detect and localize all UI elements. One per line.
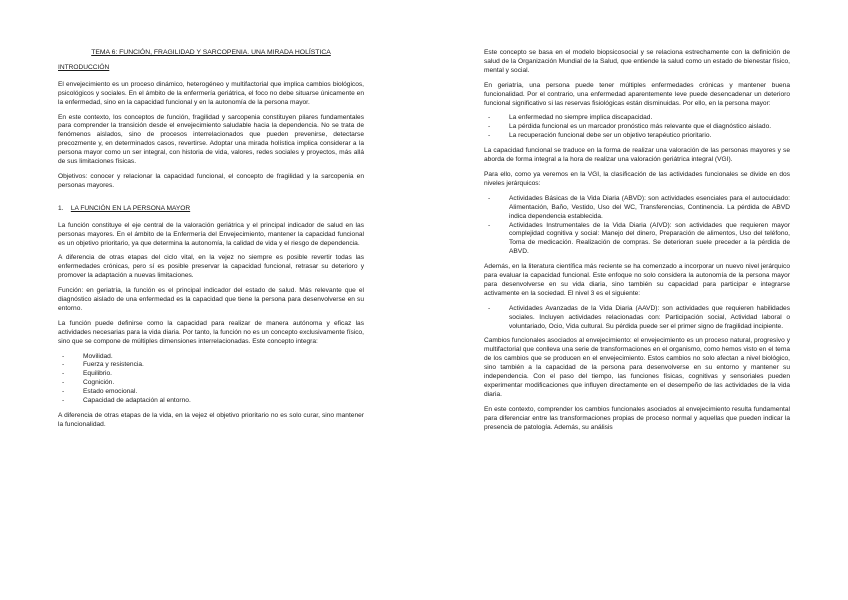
list-item: - Actividades Básicas de la Vida Diaria (ABVD): son actividades esenciales para el autocuidado: Alimentación, Baño, Vestido, Uso del WC, Transferencias, Continencia. La pérdida de ABVD indica dependencia establecida.	[484, 195, 790, 222]
list-item: - La recuperación funcional debe ser un objetivo terapéutico prioritario.	[484, 132, 790, 141]
list-item: - Fuerza y resistencia.	[58, 361, 364, 370]
paragraph: La función puede definirse como la capacidad para realizar de manera autónoma y eficaz las actividades necesarias para la vida diaria. Por tanto, la función no es un concepto exclusivamente físico, sino que se compone de múltiples dimensiones interrelacionadas. Este concepto integra:	[58, 319, 364, 345]
list-item: - Movilidad.	[58, 353, 364, 362]
paragraph: En geriatría, una persona puede tener múltiples enfermedades crónicas y mantener buena funcionalidad. Por el contrario, una enfermedad aparentemente leve puede desencadenar un deterioro funcional significativo si las reservas fisiológicas están disminuidas. Por ello, en la persona mayor:	[484, 81, 790, 107]
paragraph: Este concepto se basa en el modelo biopsicosocial y se relaciona estrechamente con la definición de salud de la Organización Mundial de la Salud, que entiende la salud como un estado de bienestar físico, mental y social.	[484, 49, 790, 74]
left-column	[58, 49, 364, 436]
intro-heading: INTRODUCCIÓN	[58, 63, 110, 71]
section-heading	[58, 205, 364, 214]
list-item: - Estado emocional.	[58, 388, 364, 397]
objectives-paragraph: Objetivos: conocer y relacionar la capacidad funcional, el concepto de fragilidad y la sarcopenia en personas mayores.	[58, 172, 364, 189]
paragraph: A diferencia de otras etapas de la vida, en la vejez el objetivo prioritario no es solo curar, sino mantener la funcionalidad.	[58, 412, 364, 428]
paragraph: En este contexto, los conceptos de función, fragilidad y sarcopenia constituyen pilares fundamentales para comprender la transición desde el envejecimiento saludable hacia la dependencia. No se trata de fenómenos aislados, sino de procesos interrelacionados que pueden prevenirse, detectarse precozmente y, en determinados casos, revertirse. Adoptar una mirada holística implica considerar a la persona mayor como un ser integral, con historia de vida, valores, redes sociales y proyectos, más allá de sus limitaciones físicas.	[58, 113, 364, 166]
list-item: - Equilibrio.	[58, 370, 364, 379]
paragraph: Para ello, como ya veremos en la VGI, la clasificación de las actividades funcionales se divide en dos niveles jerárquicos:	[484, 170, 790, 187]
list-item: - Cognición.	[58, 379, 364, 388]
geriatric-points-list	[484, 114, 790, 141]
section-title: LA FUNCIÓN EN LA PERSONA MAYOR	[70, 204, 191, 212]
activity-levels-list	[484, 195, 790, 257]
function-components-list	[58, 353, 364, 406]
section-number: 1.	[58, 204, 64, 212]
paragraph: La capacidad funcional se traduce en la forma de realizar una valoración de las personas mayores y se aborda de forma integral a la hora de realizar una valoración geriátrica integral (VGI).	[484, 147, 790, 164]
list-item: - La pérdida funcional es un marcador pronóstico más relevante que el diagnóstico aislado.	[484, 123, 790, 132]
paragraph: Cambios funcionales asociados al envejecimiento: el envejecimiento es un proceso natural, progresivo y multifactorial que conlleva una serie de transformaciones en el organismo, como hemos visto en el tema de los cambios que se producen en el envejecimiento. Estos cambios no solo afectan a nivel biológico, sino también a la capacidad de la persona para desenvolverse en su entorno y mantener su independencia. Con el paso del tiempo, las funciones físicas, cognitivas y sensoriales pueden experimentar modificaciones que influyen directamente en el desempeño de las actividades de la vida diaria.	[484, 337, 790, 398]
page-title: TEMA 6: FUNCIÓN, FRAGILIDAD Y SARCOPENIA. UNA MIRADA HOLÍSTICA	[91, 49, 331, 56]
list-item: - La enfermedad no siempre implica discapacidad.	[484, 114, 790, 123]
paragraph: La función constituye el eje central de la valoración geriátrica y el principal indicador de salud en las personas mayores. En el ámbito de la Enfermería del Envejecimiento, mantener la capacidad funcional es un objetivo prioritario, ya que determina la autonomía, la calidad de vida y el riesgo de dependencia.	[58, 221, 364, 247]
list-item: - Actividades Avanzadas de la Vida Diaria (AAVD): son actividades que requieren habilidades sociales. Incluyen actividades relacionadas con: Participación social, Actividad laboral o voluntariado, Ocio, Vida cultural. Su pérdida puede ser el primer signo de fragilidad incipiente.	[484, 305, 790, 332]
list-item: - Actividades Instrumentales de la Vida Diaria (AIVD): son actividades que requieren mayor complejidad cognitiva y social: Manejo del dinero, Preparación de alimentos, Uso del teléfono, Toma de medicación. Realización de compras. Se deterioran suele preceder a la pérdida de ABVD.	[484, 222, 790, 258]
right-column	[484, 49, 790, 439]
list-item: - Capacidad de adaptación al entorno.	[58, 397, 364, 406]
paragraph: Función: en geriatría, la función es el principal indicador del estado de salud. Más relevante que el diagnóstico aislado de una enfermedad es la capacidad que tiene la persona para desenvolverse en su entorno.	[58, 287, 364, 312]
paragraph: Además, en la literatura científica más reciente se ha comenzado a incorporar un nuevo nivel jerárquico para evaluar la capacidad funcional. Este enfoque no solo considera la autonomía de la persona mayor para desenvolverse en su vida diaria, sino también su capacidad para participar e integrarse activamente en la sociedad. El nivel 3 es el siguiente:	[484, 263, 790, 297]
paragraph: En este contexto, comprender los cambios funcionales asociados al envejecimiento resulta fundamental para diferenciar entre las transformaciones propias de proceso normal y aquellas que pueden indicar la presencia de patología. Además, su análisis	[484, 405, 790, 431]
advanced-activities-list	[484, 305, 790, 332]
paragraph: A diferencia de otras etapas del ciclo vital, en la vejez no siempre es posible revertir todas las enfermedades crónicas, pero sí es posible preservar la capacidad funcional, retrasar su deterioro y promover la adaptación a nuevas limitaciones.	[58, 254, 364, 280]
paragraph: El envejecimiento es un proceso dinámico, heterogéneo y multifactorial que implica cambios biológicos, psicológicos y sociales. En el ámbito de la enfermería geriátrica, el foco no debe situarse únicamente en la enfermedad, sino en la capacidad funcional y en la autonomía de la persona mayor.	[58, 80, 364, 106]
